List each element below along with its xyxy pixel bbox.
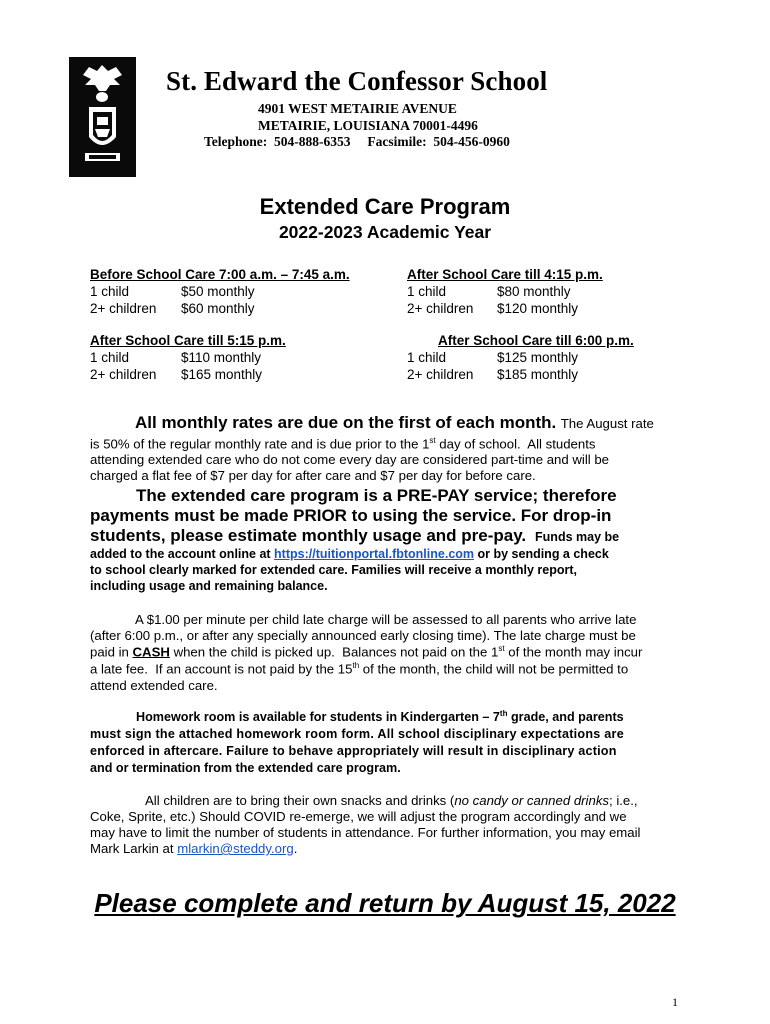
rate-label: 2+ children (407, 367, 474, 382)
rate-label: 1 child (90, 350, 130, 365)
school-name: St. Edward the Confessor School (166, 66, 548, 96)
text-line: paid in CASH when the child is picked up. Balances not paid on the 1st of the month may incur (90, 644, 643, 660)
rate-label: 1 child (407, 284, 447, 299)
rate-label: 2+ children (90, 367, 157, 382)
email-link[interactable]: mlarkin@steddy.org (177, 841, 294, 856)
academic-year: 2022-2023 Academic Year (278, 222, 492, 242)
rate-heading: Before School Care 7:00 a.m. – 7:45 a.m. (90, 267, 350, 282)
text-line: may have to limit the number of students in attendance. For further information, you may email (90, 825, 641, 840)
prepay-line: students, please estimate monthly usage and pre-pay. Funds may be (90, 526, 620, 545)
august-rate-text: The August rate (560, 416, 654, 431)
prepay-line: added to the account online at https://tuitionportal.fbtonline.com or by sending a check (90, 547, 609, 561)
phone-fax-line: Telephone: 504-888-6353 Facsimile: 504-456-0960 (204, 134, 510, 149)
rate-heading: After School Care till 5:15 p.m. (90, 333, 286, 348)
text-line: charged a flat fee of $7 per day for after care and $7 per day for before care. (90, 468, 536, 483)
prepay-line: payments must be made PRIOR to using the service. For drop-in (90, 506, 612, 525)
prepay-line: The extended care program is a PRE-PAY service; therefore (136, 486, 617, 505)
text-line: must sign the attached homework room form. All school disciplinary expectations are (90, 727, 624, 741)
rate-price: $110 monthly (181, 350, 262, 365)
text-line: (after 6:00 p.m., or after any specially announced early closing time). The late charge must be (90, 628, 636, 643)
text-line: A $1.00 per minute per child late charge will be assessed to all parents who arrive late (135, 612, 637, 627)
eagle-crest-icon (69, 57, 136, 177)
return-deadline: Please complete and return by August 15, 2022 (94, 888, 676, 918)
address-city: METAIRIE, LOUISIANA 70001-4496 (258, 118, 478, 133)
rate-heading: After School Care till 4:15 p.m. (407, 267, 603, 282)
rate-price: $60 monthly (181, 301, 255, 316)
rate-label: 2+ children (90, 301, 157, 316)
school-crest-logo (69, 57, 136, 177)
rate-price: $80 monthly (497, 284, 571, 299)
text-line: enforced in aftercare. Failure to behave appropriately will result in disciplinary action (90, 744, 617, 758)
text-line: attend extended care. (90, 678, 218, 693)
text-line: Homework room is available for students in Kindergarten – 7th grade, and parents (136, 709, 624, 725)
rate-heading: After School Care till 6:00 p.m. (438, 333, 634, 348)
rate-label: 1 child (90, 284, 130, 299)
rate-price: $50 monthly (181, 284, 255, 299)
address-street: 4901 WEST METAIRIE AVENUE (258, 101, 457, 116)
text-line: and or termination from the extended care program. (90, 761, 401, 775)
text-line: All children are to bring their own snacks and drinks (no candy or canned drinks; i.e., (145, 793, 638, 808)
page-number: 1 (672, 995, 678, 1009)
text-line: is 50% of the regular monthly rate and is due prior to the 1st day of school. All students (90, 436, 596, 452)
tuition-portal-link[interactable]: https://tuitionportal.fbtonline.com (274, 547, 475, 561)
rate-price: $185 monthly (497, 367, 579, 382)
rate-label: 2+ children (407, 301, 474, 316)
prepay-line: including usage and remaining balance. (90, 579, 328, 593)
rate-price: $125 monthly (497, 350, 579, 365)
rate-price: $120 monthly (497, 301, 579, 316)
text-line: Coke, Sprite, etc.) Should COVID re-emerge, we will adjust the program accordingly and we (90, 809, 627, 824)
text-line: Mark Larkin at mlarkin@steddy.org. (90, 841, 298, 856)
text-line: attending extended care who do not come every day are considered part-time and will be (90, 452, 610, 467)
payment-lead: All monthly rates are due on the first of each month. (135, 413, 557, 432)
prepay-line: to school clearly marked for extended care. Families will receive a monthly report, (90, 563, 577, 577)
rate-label: 1 child (407, 350, 447, 365)
text-line: a late fee. If an account is not paid by the 15th of the month, the child will not be permitted to (90, 661, 629, 677)
program-title: Extended Care Program (259, 194, 511, 219)
rate-price: $165 monthly (181, 367, 263, 382)
